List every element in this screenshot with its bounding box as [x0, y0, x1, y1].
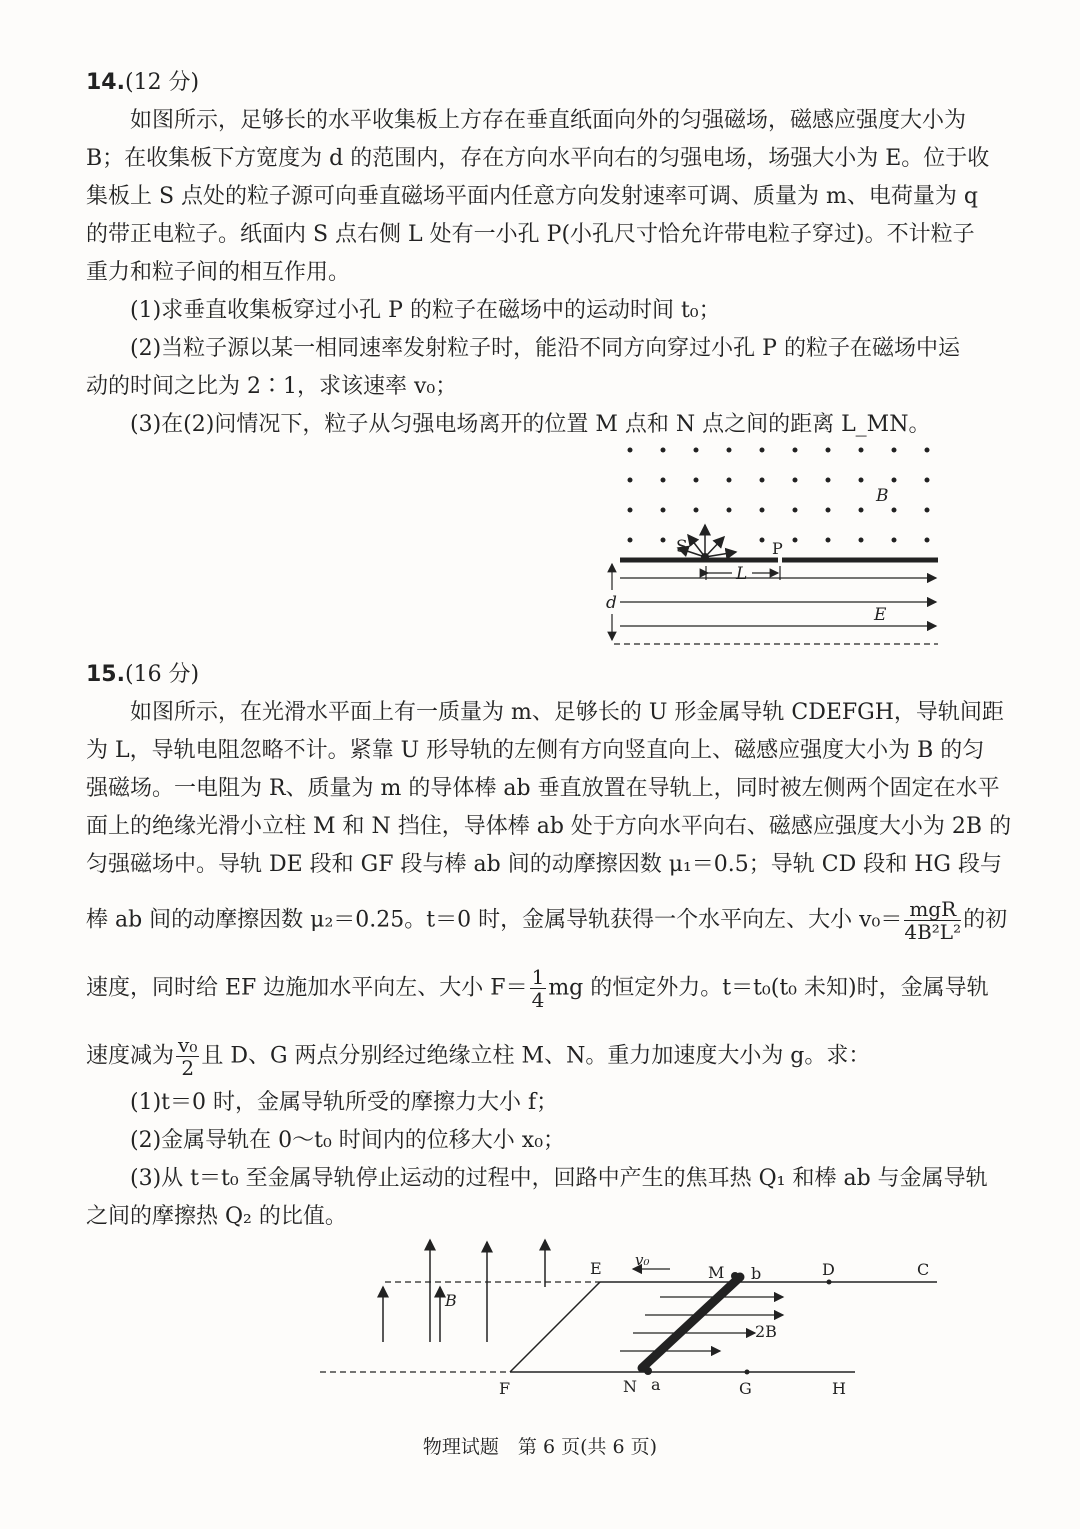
fig15-label-b: b: [751, 1264, 762, 1283]
q15-paragraph-line: 为 L，导轨电阻忽略不计。紧靠 U 形导轨的左侧有方向竖直向上、磁感应强度大小为 B 的匀: [86, 738, 985, 763]
page-footer: 物理试题 第 6 页(共 6 页): [422, 1436, 658, 1458]
q14-header: [86, 68, 986, 98]
q15-text: 的初: [963, 907, 1008, 933]
q15-paragraph-line: 面上的绝缘光滑小立柱 M 和 N 挡住，导体棒 ab 处于方向水平向右、磁感应强度大小为 2B 的: [86, 814, 1012, 839]
q15-text: mg 的恒定外力。t＝t₀(t₀ 未知)时，金属导轨: [548, 975, 989, 1001]
q14-paragraph-line: 的带正电粒子。纸面内 S 点右侧 L 处有一小孔 P(小孔尺寸恰允许带电粒子穿过)。不计粒子: [86, 222, 975, 247]
fraction-v0: [904, 898, 961, 943]
q14-paragraph-line: 集板上 S 点处的粒子源可向垂直磁场平面内任意方向发射速率可调、质量为 m、电荷量为 q: [86, 184, 978, 209]
fraction-numerator: mgR: [904, 898, 961, 921]
fig15-label-v0: v₀: [635, 1251, 650, 1269]
q14-number: 14.: [86, 70, 125, 95]
q14-paragraph-line: 重力和粒子间的相互作用。: [86, 260, 351, 285]
q15-figure: [315, 1232, 955, 1407]
fraction-numerator: 1: [531, 965, 545, 989]
fig14-label-S: S: [676, 537, 688, 557]
fig15-label-a: a: [651, 1375, 661, 1394]
q14-paragraph-line: 如图所示，足够长的水平收集板上方存在垂直纸面向外的匀强磁场，磁感应强度大小为: [130, 108, 967, 133]
q14-subquestion-2: (2)当粒子源以某一相同速率发射粒子时，能沿不同方向穿过小孔 P 的粒子在磁场中运: [130, 336, 960, 361]
fig15-label-M: M: [708, 1263, 725, 1282]
fig14-label-B: B: [876, 486, 889, 506]
fraction-denominator: 4B²L²: [904, 920, 962, 944]
q14-subquestion-3: (3)在(2)问情况下，粒子从匀强电场离开的位置 M 点和 N 点之间的距离 L_MN。: [130, 412, 931, 437]
fraction-quarter: [530, 966, 547, 1011]
q14-paragraph-line: B；在收集板下方宽度为 d 的范围内，存在方向水平向右的匀强电场，场强大小为 E。位于收: [86, 146, 990, 171]
q15-paragraph-line-force: [86, 965, 989, 1012]
fig15-label-C: C: [917, 1260, 930, 1279]
q15-subquestion-2: (2)金属导轨在 0～t₀ 时间内的位移大小 x₀；: [130, 1128, 566, 1153]
fraction-denominator: 4: [531, 988, 545, 1012]
boundary-dashes: [320, 1282, 600, 1372]
q15-header: [86, 660, 986, 690]
particle-source: [701, 553, 709, 561]
conductor-rod-ab: [642, 1277, 740, 1368]
fig15-label-D: D: [822, 1260, 835, 1279]
point-D: [827, 1280, 832, 1285]
fig14-label-L: L: [736, 564, 748, 584]
q15-paragraph-line-v0: [86, 897, 1008, 944]
q14-score: (12 分): [124, 70, 200, 95]
fig14-label-E: E: [874, 605, 887, 625]
q14-subquestion-1: (1)求垂直收集板穿过小孔 P 的粒子在磁场中的运动时间 t₀；: [130, 298, 721, 323]
fig14-label-P: P: [772, 539, 783, 558]
fig15-label-E: E: [590, 1259, 602, 1278]
post-M: [731, 1272, 739, 1280]
fig15-label-F: F: [499, 1379, 511, 1398]
q15-text: 速度减为: [86, 1043, 175, 1069]
q15-subquestion-3: (3)从 t＝t₀ 至金属导轨停止运动的过程中，回路中产生的焦耳热 Q₁ 和棒 ab 与金属导轨: [130, 1166, 988, 1191]
q15-text: 速度，同时给 EF 边施加水平向左、大小 F＝: [86, 975, 528, 1001]
electric-field-lines: [620, 578, 936, 626]
fig14-label-d: d: [606, 593, 617, 613]
fraction-numerator: v₀: [178, 1033, 198, 1057]
fig15-label-H: H: [832, 1379, 846, 1398]
q15-subquestion-1: (1)t＝0 时，金属导轨所受的摩擦力大小 f；: [130, 1090, 559, 1115]
q15-score: (16 分): [124, 662, 200, 687]
fig15-label-N: N: [623, 1377, 637, 1396]
q15-paragraph-line-half: [86, 1034, 986, 1079]
post-N: [644, 1367, 652, 1375]
fraction-half-v0: [176, 1034, 199, 1079]
q14-subquestion-2-cont: 动的时间之比为 2∶1，求该速率 v₀；: [86, 374, 458, 399]
q14-figure: [600, 440, 950, 655]
q15-number: 15.: [86, 662, 125, 687]
q15-paragraph-line: 如图所示，在光滑水平面上有一质量为 m、足够长的 U 形金属导轨 CDEFGH，导轨间距: [130, 700, 1004, 725]
q15-paragraph-line: 强磁场。一电阻为 R、质量为 m 的导体棒 ab 垂直放置在导轨上，同时被左侧两个固定在水平: [86, 776, 1000, 801]
q15-text: 且 D、G 两点分别经过绝缘立柱 M、N。重力加速度大小为 g。求：: [201, 1043, 871, 1069]
fraction-denominator: 2: [181, 1056, 195, 1080]
fig15-label-B: B: [445, 1291, 457, 1310]
fig15-label-G: G: [739, 1379, 752, 1398]
fig15-label-2B: 2B: [755, 1322, 777, 1341]
vertical-field-B-arrows: [383, 1240, 545, 1342]
q15-paragraph-line: 匀强磁场中。导轨 DE 段和 GF 段与棒 ab 间的动摩擦因数 μ₁＝0.5；导轨 CD 段和 HG 段与: [86, 852, 1002, 877]
q15-subquestion-3-cont: 之间的摩擦热 Q₂ 的比值。: [86, 1204, 347, 1229]
q15-text: 棒 ab 间的动摩擦因数 μ₂＝0.25。t＝0 时，金属导轨获得一个水平向左、大小 v₀＝: [86, 907, 903, 933]
point-G: [745, 1370, 750, 1375]
